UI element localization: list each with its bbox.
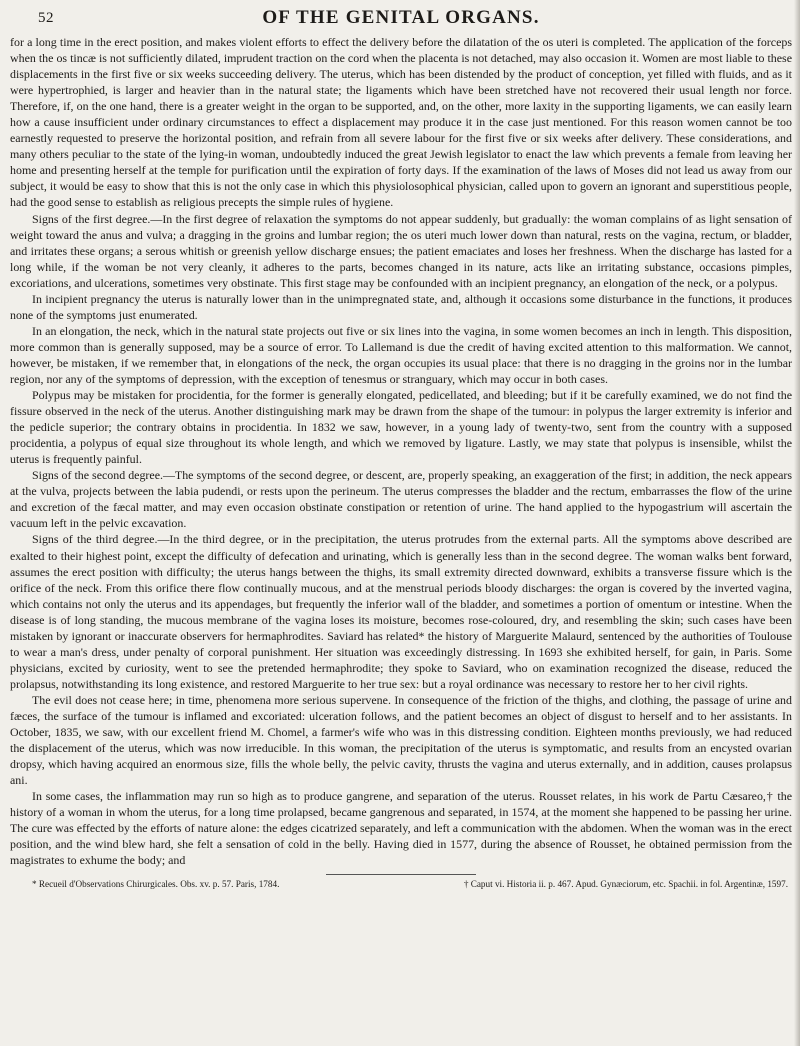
footnotes bbox=[10, 878, 792, 890]
paragraph: In an elongation, the neck, which in the natural state projects out five or six lines into the vagina, in some women becomes an inch in length. This disposition, more common than is generally supposed, may be a source of error. To Lallemand is due the credit of having excited attention to this malformation. We cannot, however, be mistaken, if we remember that, in elongations of the neck, the organ occupies its usual place: that there is no dragging in the groins nor in the lumbar region, nor any of the symptoms of depression, with the exception of tenesmus or stranguary, which may occur in both cases. bbox=[10, 323, 792, 386]
paragraph: In some cases, the inflammation may run so high as to produce gangrene, and separation of the uterus. Rousset relates, in his work de Partu Cæsareo,† the history of a woman in whom the uterus, for a long time prolapsed, became gangrenous and separated, in 1574, at the moment she happened to be passing her urine. The cure was effected by the efforts of nature alone: the edges cicatrized separately, and left a communication with the abdomen. When the woman was in the erect position, and the wind blew hard, she felt a sensation of cold in the belly. Having died in 1577, during the absence of Rousset, he obtained permission from the magistrates to exhume the body; and bbox=[10, 789, 792, 868]
page-header bbox=[10, 0, 792, 34]
paragraph: Signs of the third degree.—In the third degree, or in the precipitation, the uterus protrudes from the external parts. All the symptoms above described are exalted to their highest point, except the difficulty of defecation and urinating, which is generally less than in the second degree. The woman walks bent forward, assumes the erect position with difficulty; the uterus hangs between the thighs, its small extremity directed downward, exhibits a transverse fissure which is the orifice of the neck. From this orifice there flow continually mucous, and at the menstrual periods bloody discharges: the organ is covered by the inverted vagina, which contains not only the uterus and its appendages, but frequently the inferior wall of the bladder, and sometimes a portion of omentum or intestine. When the disease is of long standing, the mucous membrane of the vagina loses its moisture, becomes rose-coloured, dry, and resembling the skin; such cases have been mistaken by ignorant or inaccurate observers for hermaphrodites. Saviard has related* the history of Marguerite Malaurd, sentenced by the authorities of Toulouse to wear a man's dress, under penalty of corporal punishment. Her situation was exceedingly distressing. In 1693 she exhibited herself, for gain, in Paris. Some physicians, excited by curiosity, went to see the pretended hermaphrodite; they spoke to Saviard, who on examination recognized the disease, reduced the prolapsus, notwithstanding its long existence, and restored Marguerite to her true sex: but a royal ordinance was necessary to restore her to her civil rights. bbox=[10, 532, 792, 691]
page-number: 52 bbox=[38, 10, 54, 26]
paragraph: Signs of the second degree.—The symptoms of the second degree, or descent, are, properly speaking, an exaggeration of the first; in addition, the neck appears at the vulva, projects between the labia pudendi, or rests upon the perineum. The uterus compresses the bladder and the rectum, embarrasses the flow of the urine and excretion of the fæcal matter, and may even occasion obstinate constipation or retention of urine. The hand applied to the hypogastrium will ascertain the vacuum left in the pelvic excavation. bbox=[10, 468, 792, 531]
paragraph: for a long time in the erect position, and makes violent efforts to effect the delivery before the dilatation of the os uteri is completed. The application of the forceps when the os tincæ is not sufficiently dilated, imprudent traction on the cord when the placenta is not detached, may also occasion it. Women are most liable to these displacements in the first five or six weeks succeeding delivery. The uterus, which has been distended by the product of conception, yet filled with fluids, and as it were hypertrophied, is larger and heavier than in the natural state; the ligaments which have been stretched have not recovered their usual length nor force. Therefore, if, on the one hand, there is a greater weight in the organ to be supported, and, on the other, more laxity in the supporting ligaments, we can easily learn how a cause insufficient under ordinary circumstances to effect a displacement may produce it in the case just mentioned. For this reason women cannot be too earnestly requested to preserve the horizontal position, and refrain from all severe labour for the first five or six weeks after delivery. These considerations, and many others peculiar to the state of the lying-in woman, undoubtedly induced the great Jewish legislator to enact the law which prevents a female from leaving her home and presenting herself at the temple for purification until the expiration of forty days. If the examination of the laws of Moses did not lead us away from our subject, it would be easy to show that this is not the only case in which this physiolosophical physician, called upon to govern an ignorant and superstitious people, had the good sense to establish as religious precepts the simple rules of hygiene. bbox=[10, 35, 792, 210]
page-edge-shadow bbox=[794, 0, 800, 1046]
paragraph: The evil does not cease here; in time, phenomena more serious supervene. In consequence of the friction of the thighs, and clothing, the passage of urine and fæces, the surface of the tumour is inflamed and excoriated: ulceration follows, and the patient becomes an object of disgust to herself and to her assistants. In October, 1835, we saw, with our excellent friend M. Chomel, a farmer's wife who was in this distressing condition. Eighteen months previously, we had reduced the displacement of the uterus, which was now irreducible. In this woman, the precipitation of the uterus is symptomatic, and results from an encysted ovarian dropsy, which having acquired an enormous size, fills the whole belly, the pelvic cavity, thrusts the vagina and uterus externally, and in addition, causes prolapsus ani. bbox=[10, 692, 792, 788]
footnote: * Recueil d'Observations Chirurgicales. Obs. xv. p. 57. Paris, 1784. bbox=[32, 879, 280, 890]
paragraph: Signs of the first degree.—In the first degree of relaxation the symptoms do not appear suddenly, but gradually: the woman complains of as light sensation of weight toward the anus and vulva; a dragging in the groins and lumbar region; the os uteri much lower down than natural, rests on the vagina, rectum, or bladder, and irritates these organs; a serous whitish or greenish yellow discharge ensues; the patient emaciates and loses her freshness. When the discharge has lasted for a long while, if the woman be not very cleanly, it adheres to the parts, becomes changed in its nature, acts like an irritating substance, occasions pimples, excoriations, and ulcerations, sometimes very obstinate. This first stage may be confounded with an incipient pregnancy, an elongation of the neck, or a polypus. bbox=[10, 211, 792, 290]
footnote: † Caput vi. Historia ii. p. 467. Apud. Gynæciorum, etc. Spachii. in fol. Argentinæ, 1597. bbox=[463, 879, 788, 890]
footnote-divider bbox=[326, 874, 476, 875]
body-text bbox=[10, 34, 792, 868]
running-title: OF THE GENITAL ORGANS. bbox=[262, 7, 540, 28]
paragraph: Polypus may be mistaken for procidentia, for the former is generally elongated, pedicellated, and bleeding; but if it be carefully examined, we do not find the fissure observed in the neck of the uterus. Another distinguishing mark may be drawn from the shape of the tumour: in polypus the larger extremity is inferior and the pedicle superior; the contrary obtains in procidentia. In 1832 we saw, however, in a young lady of twenty-two, sent from the country with a supposed procidentia, a polypus of equal size throughout its whole length, and which we removed by ligature. Lastly, we may state that polypus is insensible, whilst the uterus is frequently painful. bbox=[10, 388, 792, 467]
paragraph: In incipient pregnancy the uterus is naturally lower than in the unimpregnated state, and, although it occasions some disturbance in the functions, it produces none of the symptoms just enumerated. bbox=[10, 291, 792, 322]
